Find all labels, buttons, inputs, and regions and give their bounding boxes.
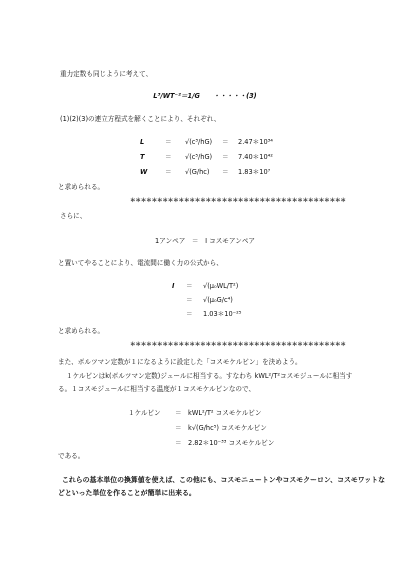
result-value: 2.47＊10³⁴ [238, 138, 273, 146]
obtained-text-2: と求められる。 [58, 327, 105, 335]
result-equals: ＝ [222, 168, 229, 176]
result-symbol: W [140, 168, 148, 176]
kelvin-lhs: １ケルビン [128, 409, 161, 417]
result-symbol: T [140, 153, 145, 161]
result-value: 7.40＊10⁴² [238, 153, 273, 161]
result-equals: ＝ [165, 138, 172, 146]
intro-text: 重力定数も同じように考えて、 [60, 70, 153, 78]
separator-2: ＊＊＊＊＊＊＊＊＊＊＊＊＊＊＊＊＊＊＊＊＊＊＊＊＊＊＊＊＊＊＊＊＊＊＊＊＊＊＊＊ [130, 342, 346, 348]
kelvin-paragraph-2: る。１コスモジュールに相当する温度が１コスモケルビンなので、 [58, 385, 256, 393]
equation-3: L³/WT⁻²＝1/G ・・・・・(3) [153, 92, 257, 100]
current-expression: √(μ₀G/c⁴) [203, 296, 233, 304]
result-equals: ＝ [165, 153, 172, 161]
kelvin-expression: 2.82＊10⁻³³ コスモケルビン [188, 439, 275, 447]
kelvin-expression: k√(G/hc⁵) コスモケルビン [188, 424, 267, 432]
current-symbol: I [172, 282, 175, 290]
ampere-definition: 1アンペア ＝ I コスモアンペア [154, 237, 256, 245]
final-paragraph-2: どといった単位を作ることが簡単に出来る。 [58, 489, 196, 497]
result-expression: √(G/hc) [185, 168, 210, 176]
result-equals: ＝ [165, 168, 172, 176]
result-equals: ＝ [222, 138, 229, 146]
furthermore-text: さらに、 [60, 212, 87, 220]
deaaru-text: である。 [58, 452, 85, 460]
current-expression: √(μ₀WL/T²) [203, 282, 239, 290]
result-value: 1.83＊10⁷ [238, 168, 271, 176]
current-equals: ＝ [186, 296, 193, 304]
result-symbol: L [140, 138, 145, 146]
final-paragraph-1: これらの基本単位の換算値を使えば、この他にも、コスモニュートンやコスモクーロン、コスモワットな [62, 476, 385, 484]
obtained-text: と求められる。 [58, 183, 105, 191]
current-equals: ＝ [186, 282, 193, 290]
ampere-text: と置いてやることにより、電流間に働く力の公式から、 [58, 259, 223, 267]
kelvin-equals: ＝ [175, 409, 182, 417]
result-expression: √(c⁵/hG) [185, 153, 213, 161]
solve-text: (1)(2)(3)の連立方程式を解くことにより、それぞれ、 [60, 115, 221, 123]
kelvin-expression: kWL²/T² コスモケルビン [188, 409, 262, 417]
kelvin-equals: ＝ [175, 439, 182, 447]
current-equals: ＝ [186, 310, 193, 318]
current-expression: 1.03＊10⁻²⁵ [203, 310, 242, 318]
result-equals: ＝ [222, 153, 229, 161]
result-expression: √(c³/hG) [185, 138, 213, 146]
kelvin-intro: また、ボルツマン定数が１になるように設定した「コスモケルビン」を決めよう。 [58, 358, 302, 366]
kelvin-equals: ＝ [175, 424, 182, 432]
separator: ＊＊＊＊＊＊＊＊＊＊＊＊＊＊＊＊＊＊＊＊＊＊＊＊＊＊＊＊＊＊＊＊＊＊＊＊＊＊＊＊ [130, 198, 346, 204]
kelvin-paragraph-1: １ケルビンはk(ボルツマン定数)ジュールに相当する。すなわち kWL²/T²コスモジュールに相当す [66, 372, 353, 380]
